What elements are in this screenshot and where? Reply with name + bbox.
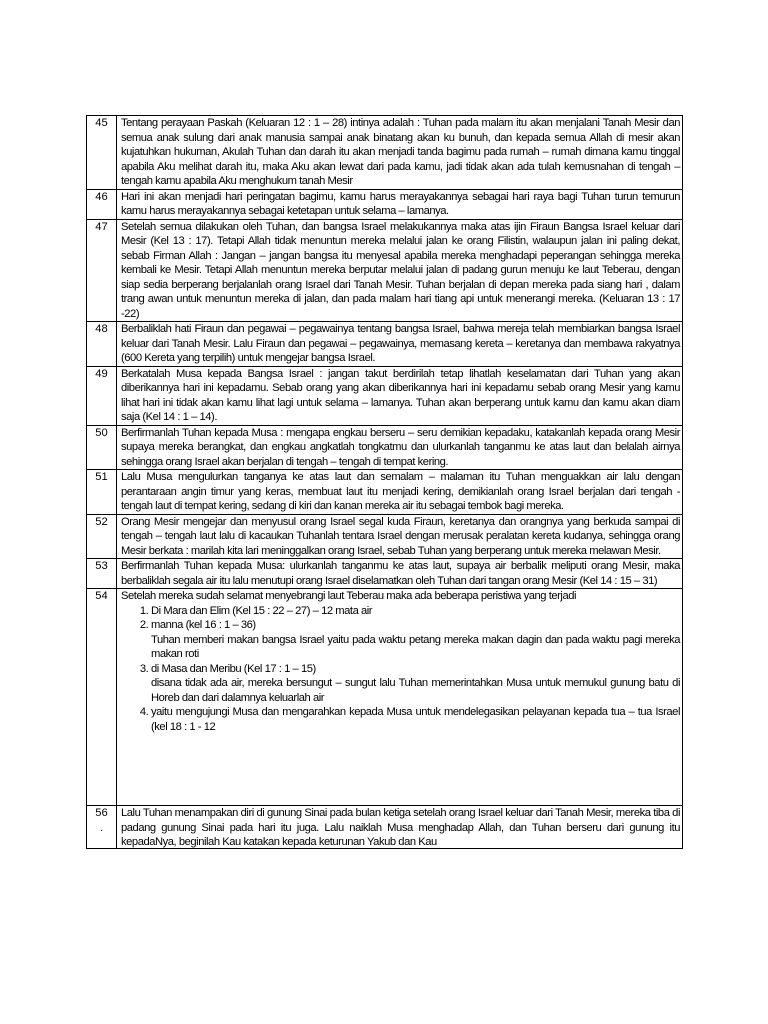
list-item xyxy=(151,705,680,734)
row-text: Lalu Musa mengulurkan tanganya ke atas laut dan semalam – malaman itu Tuhan menguakkan air lalu dengan perantaraan angin timur yang keras, membuat laut itu menjadi kering, demikianlah orang Israel berjalan dari tengah - tengah laut di tempat kering, sedang di kiri dan kanan mereka air itu sebagai tembok bagi mereka. xyxy=(117,470,683,515)
list-item-title: manna (kel 16 : 1 – 36) xyxy=(151,619,256,631)
table-body xyxy=(87,116,683,589)
row-text: Hari ini akan menjadi hari peringatan bagimu, kamu harus merayakannya sebagai hari raya bagi Tuhan turun temurun kamu harus merayakannya sebagai ketetapan untuk selama – lamanya. xyxy=(117,189,683,219)
row-number: 45 xyxy=(87,116,117,190)
table-row xyxy=(87,116,683,190)
list-item-title: di Masa dan Meribu (Kel 17 : 1 – 15) xyxy=(151,662,316,675)
row-number: 47 xyxy=(87,219,117,322)
row-text: Orang Mesir mengejar dan menyusul orang Israel segal kuda Firaun, keretanya dan orangnya yang berkuda sampai di tengah – tengah laut lalu di kacaukan Tuhanlah tentara Israel dengan merusak peralatan kereta kudanya, sehingga orang Mesir berkata : marilah kita lari meninggalkan orang Israel, sebab Tuhan yang berperang untuk mereka melawan Mesir. xyxy=(117,514,683,559)
list-item xyxy=(151,618,680,662)
row-text: Berfirmanlah Tuhan kepada Musa : mengapa engkau berseru – seru demikian kepadaku, katakanlah kepada orang Mesir supaya mereka berangkat, dan engkau angkatlah tongkatmu dan ulurkanlah tanganmu ke atas laut dan belalah airnya sehingga orang Israel akan berjalan di tengah – tengah di tempat kering. xyxy=(117,425,683,470)
row-number: 48 xyxy=(87,322,117,367)
row-number: 50 xyxy=(87,425,117,470)
row-number: 51 xyxy=(87,470,117,515)
row-number: 52 xyxy=(87,514,117,559)
table-row xyxy=(87,559,683,589)
table-row xyxy=(87,322,683,367)
table-row-56 xyxy=(87,806,683,849)
row-number: 54 xyxy=(87,589,117,806)
list-item-detail: Tuhan memberi makan bangsa Israel yaitu pada waktu petang mereka makan dagin dan pada waktu pagi mereka makan roti xyxy=(151,633,680,660)
row-number: 49 xyxy=(87,366,117,425)
row-text: Tentang perayaan Paskah (Keluaran 12 : 1 – 28) intinya adalah : Tuhan pada malam itu akan menjalani Tanah Mesir dan semua anak sulung dari anak manusia sampai anak binatang akan ku bunuh, dan kepada semua Allah di mesir akan kujatuhkan hukuman, Akulah Tuhan dan darah itu akan menjadi tanda bagimu pada rumah – rumah dimana kamu tinggal apabila Aku melihat darah itu, maka Aku akan lewat dari pada kamu, jadi tidak akan ada tulah kemusnahan di tengah – tengah kamu apabila Aku menghukum tanah Mesir xyxy=(117,116,683,190)
events-list xyxy=(121,604,680,735)
row-text: Setelah semua dilakukan oleh Tuhan, dan bangsa Israel melakukannya maka atas ijin Firaun Bangsa Israel keluar dari Mesir (Kel 13 : 17). Tetapi Allah tidak menuntun mereka melalui jalan ke orang Filistin, walaupun jalan ini paling dekat, sebab Firman Allah : Jangan – jangan bangsa itu menyesal apabila mereka menghadapi peperangan sehingga mereka kembali ke Mesir. Tetapi Allah menuntun mereka berputar melalui jalan di padang gurun menuju ke laut Teberau, dengan siap sedia berperang berjalanlah orang Israel dari Tanah Mesir. Tuhan berjalan di depan mereka pada siang hari , dalam trang awan untuk menuntun mereka di jalan, dan pada malam hari tiang api untuk menerangi mereka. (Keluaran 13 : 17 -22) xyxy=(117,219,683,322)
table-row xyxy=(87,219,683,322)
row-number: 56 . xyxy=(87,806,117,849)
row-54-intro: Setelah mereka sudah selamat menyebrangi laut Teberau maka ada beberapa peristiwa yang terjadi xyxy=(121,590,577,602)
list-item xyxy=(151,604,680,619)
row-text: Berfirmanlah Tuhan kepada Musa: ulurkanlah tanganmu ke atas laut, supaya air berbalik meliputi orang Mesir, maka berbaliklah segala air itu lalu menutupi orang Israel diselamatkan oleh Tuhan dari tangan orang Mesir (Kel 14 : 15 – 31) xyxy=(117,559,683,589)
table-row-54 xyxy=(87,589,683,806)
table-row xyxy=(87,189,683,219)
list-item-detail: disana tidak ada air, mereka bersungut – sungut lalu Tuhan memerintahkan Musa untuk memukul gunung batu di Horeb dan dari dalamnya keluarlah air xyxy=(151,677,680,704)
row-56-text: Lalu Tuhan menampakan diri di gunung Sinai pada bulan ketiga setelah orang Israel keluar dari Tanah Mesir, mereka tiba di padang gunung Sinai pada hari itu juga. Lalu naiklah Musa menghadap Allah, dan Tuhan berseru dari gunung itu kepadaNya, beginilah Kau katakan kepada keturunan Yakub dan Kau xyxy=(121,807,680,848)
row-text: Berkatalah Musa kepada Bangsa Israel : jangan takut berdirilah tetap lihatlah keselamatan dari Tuhan yang akan diberikannya hari ini kepadamu. Sebab orang yang akan diberikannya hari ini kepadamu sebab orang Mesir yang kamu lihat hari ini tidak akan kamu lihat lagi untuk selama – lamanya. Tuhan akan berperang untuk kamu dan kamu akan diam saja (Kel 14 : 1 – 14). xyxy=(117,366,683,425)
row-number: 53 xyxy=(87,559,117,589)
table-row xyxy=(87,425,683,470)
row-number: 46 xyxy=(87,189,117,219)
list-item-title: yaitu mengujungi Musa dan mengarahkan kepada Musa untuk mendelegasikan pelayanan kepada tua – tua Israel (kel 18 : 1 - 12 xyxy=(151,706,680,733)
table-row xyxy=(87,514,683,559)
list-item xyxy=(151,662,680,706)
list-item-title: Di Mara dan Elim (Kel 15 : 22 – 27) – 12 mata air xyxy=(151,604,373,617)
row-text: Berbaliklah hati Firaun dan pegawai – pegawainya tentang bangsa Israel, bahwa mereja telah membiarkan bangsa Israel keluar dari Tanah Mesir. Lalu Firaun dan pegawai – pegawainya, memasang kereta – keretanya dan membawa rakyatnya (600 Kereta yang terpilih) untuk mengejar bangsa Israel. xyxy=(117,322,683,367)
content-table xyxy=(86,115,683,849)
document-page xyxy=(86,115,682,849)
table-row xyxy=(87,470,683,515)
table-row xyxy=(87,366,683,425)
row-text-54 xyxy=(117,589,683,806)
row-text-56 xyxy=(117,806,683,849)
